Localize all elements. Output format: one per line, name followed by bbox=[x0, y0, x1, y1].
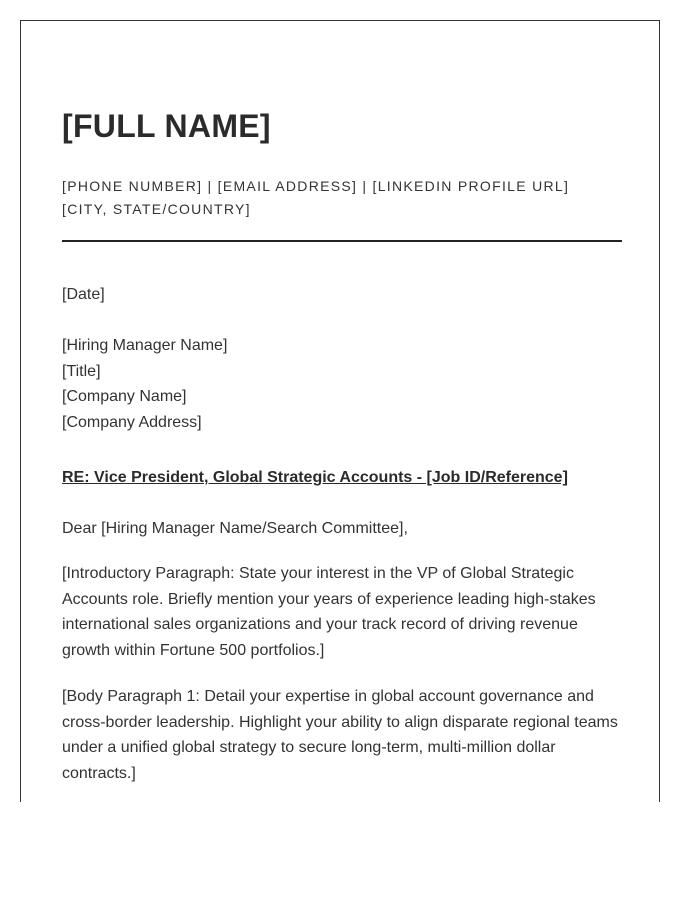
salutation: Dear [Hiring Manager Name/Search Committee], bbox=[62, 520, 408, 537]
contact-info bbox=[62, 175, 622, 221]
contact-line-primary: [PHONE NUMBER] | [EMAIL ADDRESS] | [LINKEDIN PROFILE URL] bbox=[62, 178, 570, 194]
recipient-company: [Company Name] bbox=[62, 388, 187, 406]
recipient-name: [Hiring Manager Name] bbox=[62, 337, 228, 354]
full-name-heading: [FULL NAME] bbox=[62, 108, 271, 144]
subject-line: RE: Vice President, Global Strategic Accounts - [Job ID/Reference] bbox=[62, 469, 568, 486]
intro-paragraph: [Introductory Paragraph: State your interest in the VP of Global Strategic Accounts role. Briefly mention your years of experience leading high-stakes international sales organizations and your track record of driving revenue growth within Fortune 500 portfolios.] bbox=[62, 565, 596, 659]
header-divider bbox=[62, 240, 622, 242]
body-paragraph-1: [Body Paragraph 1: Detail your expertise in global account governance and cross-border leadership. Highlight your ability to align disparate regional teams under a unified global strategy to secure long-term, multi-million dollar contracts.] bbox=[62, 688, 618, 782]
letter-date: [Date] bbox=[62, 286, 105, 303]
recipient-block bbox=[62, 333, 622, 435]
contact-line-location: [CITY, STATE/COUNTRY] bbox=[62, 201, 251, 217]
recipient-address: [Company Address] bbox=[62, 413, 202, 431]
recipient-title: [Title] bbox=[62, 362, 101, 380]
letter-page bbox=[20, 20, 660, 802]
